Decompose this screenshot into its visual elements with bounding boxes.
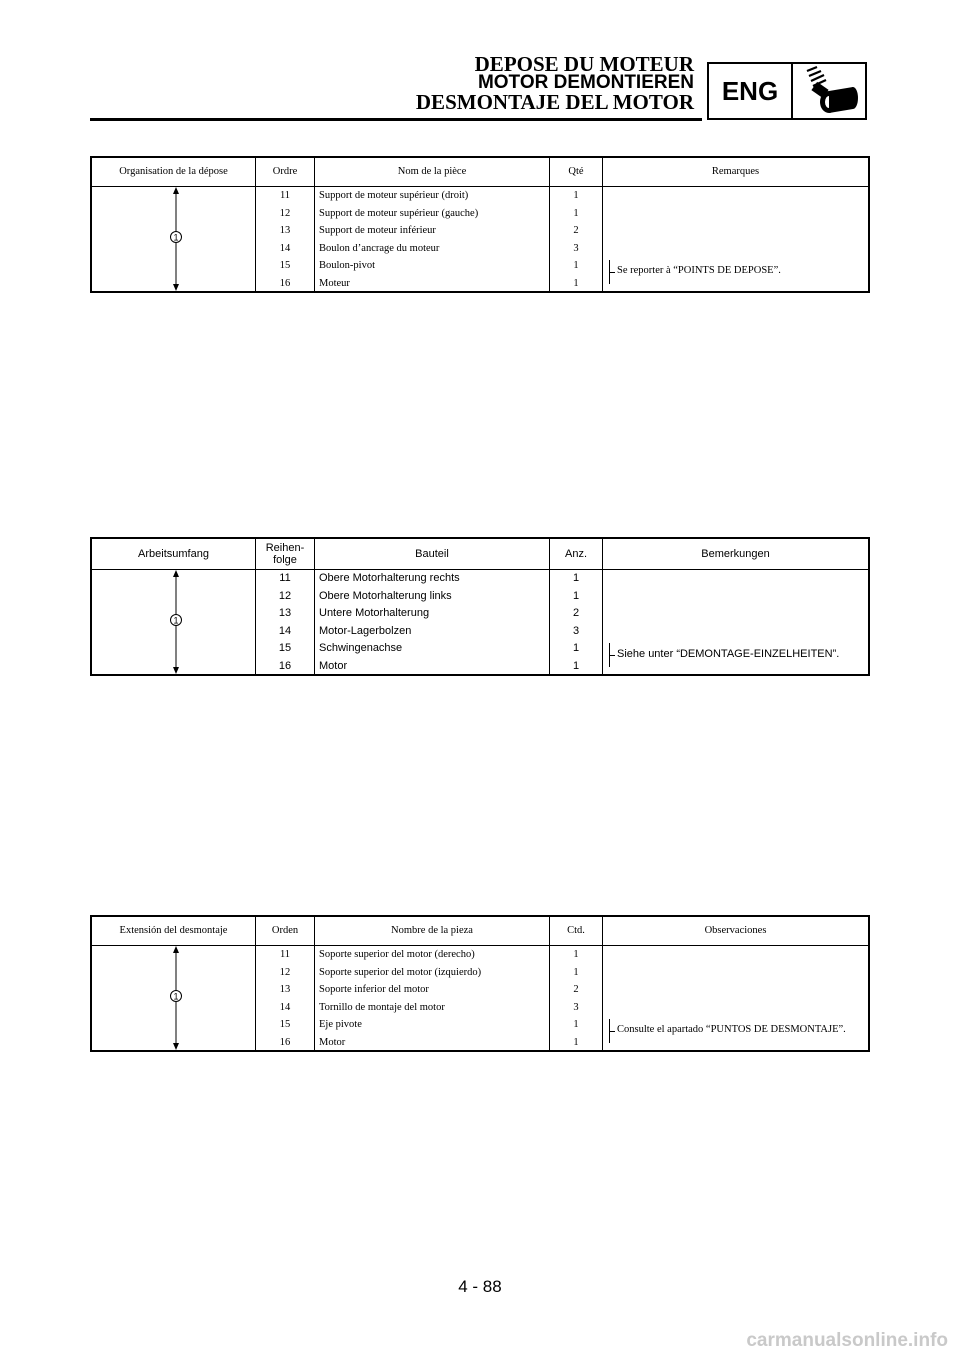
table-cell-qty: 3	[573, 242, 579, 254]
table-cell-qty: 1	[573, 277, 579, 289]
range-label: 1	[173, 232, 179, 243]
table-cell-order: 15	[278, 642, 292, 654]
header-order: Orden	[255, 917, 314, 945]
table-cell-order: 11	[279, 190, 291, 201]
removal-range-indicator	[92, 946, 255, 1050]
table-cell-order: 12	[279, 966, 291, 978]
table-cell-part: Support de moteur supérieur (gauche)	[319, 207, 479, 219]
range-label: 1	[173, 615, 179, 626]
table-cell-order: 14	[279, 242, 291, 254]
table-cell-qty: 1	[572, 642, 580, 654]
table-cell-qty: 1	[573, 190, 579, 201]
table-cell-part: Eje pivote	[319, 1019, 362, 1030]
table-cell-qty: 3	[573, 1001, 579, 1013]
table-cell-part: Schwingenachse	[319, 642, 403, 654]
table-cell-order: 13	[279, 984, 291, 995]
removal-range-indicator	[92, 570, 255, 674]
table-cell-qty: 1	[573, 1019, 579, 1030]
table-cell-qty: 1	[573, 260, 579, 271]
table-cell-part: Soporte superior del motor (derecho)	[319, 949, 475, 960]
table-cell-part: Motor-Lagerbolzen	[319, 624, 412, 637]
header-quantity: Anz.	[549, 539, 602, 569]
table-cell-qty: 1	[572, 572, 580, 584]
table-cell-qty: 2	[572, 607, 580, 619]
table-cell-qty: 1	[572, 589, 580, 602]
remark-text: Siehe unter “DEMONTAGE-EINZELHEITEN”.	[617, 648, 840, 660]
header-quantity: Ctd.	[549, 917, 602, 945]
table-cell-part: Soporte superior del motor (izquierdo)	[319, 966, 482, 978]
order-column	[255, 187, 314, 291]
page-title-german: MOTOR DEMONTIEREN	[477, 72, 694, 93]
table-cell-order: 12	[278, 589, 292, 602]
table-cell-order: 13	[279, 225, 291, 236]
order-column	[255, 946, 314, 1050]
page-title-spanish: DESMONTAJE DEL MOTOR	[415, 90, 694, 114]
header-remarks: Observaciones	[602, 917, 868, 945]
table-cell-part: Motor	[319, 1036, 346, 1048]
table-cell-qty: 1	[573, 207, 579, 219]
remarks-column	[602, 946, 868, 1050]
page-number: 4 - 88	[458, 1277, 502, 1296]
table-cell-part: Tornillo de montaje del motor	[319, 1001, 445, 1013]
table-cell-part: Boulon-pivot	[319, 260, 376, 271]
table-cell-qty: 1	[572, 659, 580, 672]
quantity-column	[549, 187, 602, 291]
header-quantity: Qté	[549, 158, 602, 186]
remark-bracket-tick	[610, 655, 615, 656]
table-cell-part: Support de moteur supérieur (droit)	[319, 190, 469, 201]
table-cell-qty: 3	[572, 624, 580, 637]
removal-table-spanish	[90, 915, 870, 1052]
remark-bracket-tick	[610, 1031, 615, 1032]
remarks-column	[602, 570, 868, 674]
header-removal-scope: Extensión del desmontaje	[119, 925, 228, 936]
removal-table-german	[90, 537, 870, 676]
table-cell-part: Boulon d’ancrage du moteur	[319, 242, 440, 254]
section-badge-label: ENG	[709, 64, 793, 118]
remark-bracket-tick	[610, 272, 615, 273]
page-title-french: DEPOSE DU MOTEUR	[474, 52, 694, 76]
table-cell-order: 11	[279, 949, 291, 960]
table-cell-part: Support de moteur inférieur	[319, 225, 436, 236]
table-cell-order: 14	[278, 624, 292, 637]
header-remarks: Remarques	[602, 158, 868, 186]
header-removal-scope: Arbeitsumfang	[138, 548, 209, 560]
table-cell-order: 16	[278, 659, 292, 672]
table-cell-order: 12	[279, 207, 291, 219]
table-cell-order: 15	[279, 1019, 291, 1030]
table-cell-part: Obere Motorhalterung links	[319, 589, 452, 602]
engine-icon	[793, 64, 865, 118]
table-cell-order: 16	[279, 1036, 291, 1048]
header-part-name: Bauteil	[314, 539, 549, 569]
table-cell-qty: 1	[573, 1036, 579, 1048]
header-removal-scope: Organisation de la dépose	[119, 166, 228, 177]
part-column	[314, 570, 549, 674]
table-cell-qty: 1	[573, 966, 579, 978]
table-cell-part: Moteur	[319, 277, 350, 289]
table-cell-qty: 1	[573, 949, 579, 960]
header-order: Reihen- folge	[255, 539, 314, 569]
part-column	[314, 946, 549, 1050]
table-cell-order: 14	[279, 1001, 291, 1013]
table-cell-order: 15	[279, 260, 291, 271]
table-cell-qty: 2	[573, 984, 579, 995]
section-badge	[707, 62, 867, 120]
table-cell-order: 13	[278, 607, 292, 619]
table-cell-part: Obere Motorhalterung rechts	[319, 572, 460, 584]
table-cell-part: Motor	[319, 659, 348, 672]
quantity-column	[549, 946, 602, 1050]
part-column	[314, 187, 549, 291]
table-cell-order: 11	[279, 572, 291, 584]
header-rule	[90, 118, 702, 121]
remark-text: Se reporter à “POINTS DE DEPOSE”.	[617, 265, 781, 276]
header-remarks: Bemerkungen	[602, 539, 868, 569]
header-part-name: Nom de la pièce	[314, 158, 549, 186]
header-part-name: Nombre de la pieza	[314, 917, 549, 945]
table-cell-part: Untere Motorhalterung	[319, 607, 430, 619]
remark-text: Consulte el apartado “PUNTOS DE DESMONTAJE”.	[617, 1024, 846, 1035]
range-label: 1	[173, 991, 179, 1002]
table-cell-part: Soporte inferior del motor	[319, 984, 429, 995]
table-cell-order: 16	[279, 277, 291, 289]
removal-range-indicator	[92, 187, 255, 291]
order-column	[255, 570, 314, 674]
table-cell-qty: 2	[573, 225, 579, 236]
header-order: Ordre	[255, 158, 314, 186]
quantity-column	[549, 570, 602, 674]
removal-table-french	[90, 156, 870, 293]
remarks-column	[602, 187, 868, 291]
watermark: carmanualsonline.info	[746, 1330, 948, 1351]
